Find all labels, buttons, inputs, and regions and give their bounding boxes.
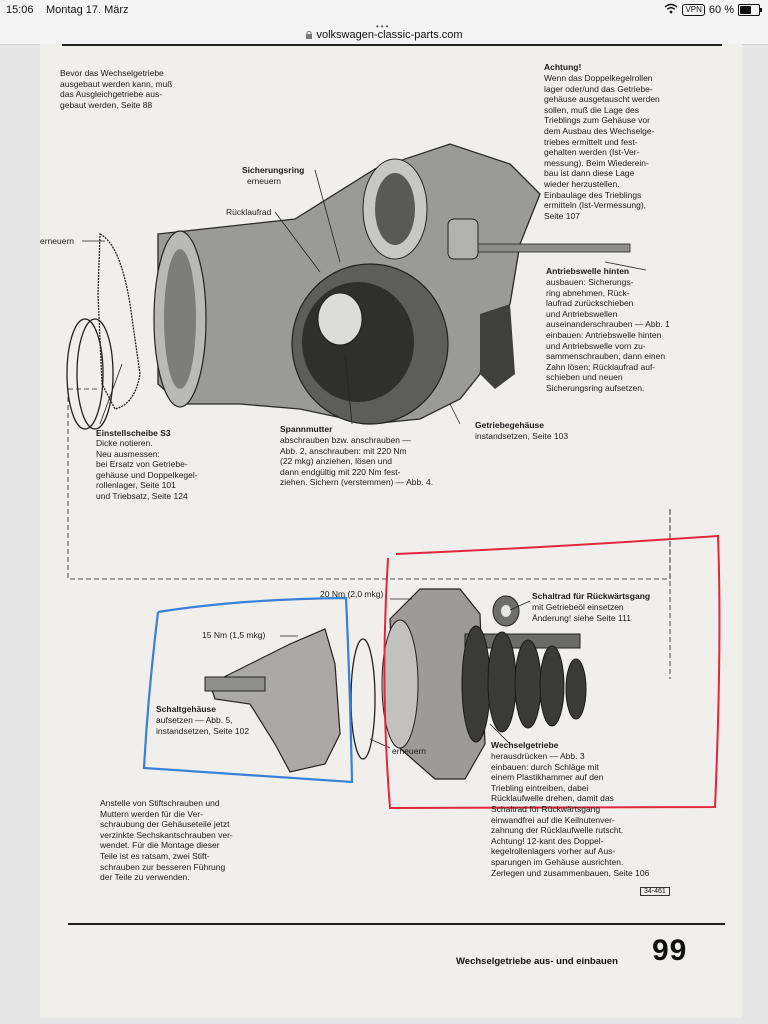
status-indicators <box>664 3 760 17</box>
url-text: volkswagen-classic-parts.com <box>316 29 463 41</box>
spannmutter-body: abschrauben bzw. anschrauben — Abb. 2, anschrauben: mit 220 Nm (22 mkg) anziehen, lösen und dann endgültig mit 220 Nm fest- ziehen. Sichern (verstemmen) — Abb. 4. <box>280 435 434 488</box>
battery-icon <box>738 4 760 16</box>
status-time: 15:06 <box>6 4 34 16</box>
achtung-title: Achtung! <box>544 62 582 72</box>
antriebswelle-body: ausbauen: Sicherungs- ring abnehmen, Rück- laufrad zurückschieben und Antriebswellen auseinanderschrauben — Abb. 1 einbauen: Antriebswelle hinten und Antriebswelle vorn zu- sammenschrauben, dann einen Zahn lösen; Rücklaufrad auf- schieben und neuen Sicherungsring aufsetzen. <box>546 277 670 393</box>
getriebegehaeuse-body: instandsetzen, Seite 103 <box>475 431 569 441</box>
status-date: Montag 17. März <box>46 4 129 16</box>
wifi-icon <box>664 3 678 17</box>
url-display[interactable] <box>0 29 768 41</box>
page-footer-title: Wechselgetriebe aus- und einbauen <box>456 956 618 967</box>
einstellscheibe-title: Einstellscheibe S3 <box>96 428 171 438</box>
stiftschrauben-note: Anstelle von Stiftschrauben und Muttern werden für die Ver- schraubung der Gehäuseteile jetzt verzinkte Sechskantschrauben ver- wendet. Für die Montage dieser Teile ist es ratsam, zwei Stift- schrauben zur besseren Führung der Teile zu verwenden. <box>100 798 233 883</box>
torque-20nm-label: 20 Nm (2,0 mkg) <box>320 589 384 599</box>
lock-icon <box>305 29 316 41</box>
torque-15nm-label: 15 Nm (1,5 mkg) <box>202 630 266 640</box>
spannmutter-title: Spannmutter <box>280 424 333 434</box>
schaltgehaeuse-title: Schaltgehäuse <box>156 704 216 714</box>
page-number: 99 <box>652 934 688 967</box>
schaltrad-body: mit Getriebeöl einsetzen Änderung! siehe Seite 111 <box>532 602 631 623</box>
achtung-body: Wenn das Doppelkegelrollen lager oder/und das Getriebe- gehäuse ausgetauscht werden sollen, muß die Lage des Trieblings zum Gehäuse vor dem Ausbau des Wechselge- triebes ermittelt und fest- gehalten werden (Ist-Ver- messung). Beim Wiederein- bau ist dann diese Lage wieder herzustellen. Einbaulage des Trieblings ermitteln (Ist-Vermessung), Seite 107 <box>544 73 660 221</box>
einstellscheibe-body: Dicke notieren. Neu ausmessen: bei Ersatz von Getriebe- gehäuse und Doppelkegel- rollenlager, Seite 101 und Triebsatz, Seite 124 <box>96 438 198 501</box>
sicherungsring-note: erneuern <box>247 176 282 186</box>
status-bar <box>0 0 768 22</box>
schaltgehaeuse-body: aufsetzen — Abb. 5, instandsetzen, Seite 102 <box>156 715 250 736</box>
browser-address-bar[interactable] <box>0 22 768 45</box>
gasket-drawing <box>67 234 140 429</box>
manual-page <box>40 44 742 1018</box>
wechselgetriebe-title: Wechselgetriebe <box>491 740 559 750</box>
sicherungsring-label: Sicherungsring <box>242 165 305 175</box>
schaltrad-title: Schaltrad für Rückwärtsgang <box>532 591 651 601</box>
vpn-badge: VPN <box>682 4 704 16</box>
ruecklaufrad-label: Rücklaufrad <box>226 207 272 217</box>
figure-number: 34-461 <box>640 887 670 896</box>
intro-text: Bevor das Wechselgetriebe ausgebaut werden kann, muß das Ausgleichgetriebe aus- gebaut werden, Seite 88 <box>60 68 173 110</box>
antriebswelle-title: Antriebswelle hinten <box>546 266 630 276</box>
erneuern-ring-label: erneuern <box>392 746 427 756</box>
erneuern-gasket-label: erneuern <box>40 236 75 246</box>
getriebegehaeuse-title: Getriebegehäuse <box>475 420 544 430</box>
tab-dots-icon[interactable]: ••• <box>376 22 391 31</box>
battery-percent: 60 % <box>708 4 734 16</box>
bottom-rule <box>68 923 725 925</box>
wechselgetriebe-body: herausdrücken — Abb. 3 einbauen: durch Schläge mit einem Plastikhammer auf den Triebling eintreiben, dabei Rücklaufwelle drehen, damit das Schaltrad für Rückwärtsgang einwandfrei auf die Keilnutenver- zahnung der Rücklaufwelle rutscht. Achtung! 12-kant des Doppel- kegelrollenlagers vorher auf Aus- sparungen im Gehäuse ausrichten. Zerlegen und zusammenbauen, Seite 106 <box>491 751 650 878</box>
